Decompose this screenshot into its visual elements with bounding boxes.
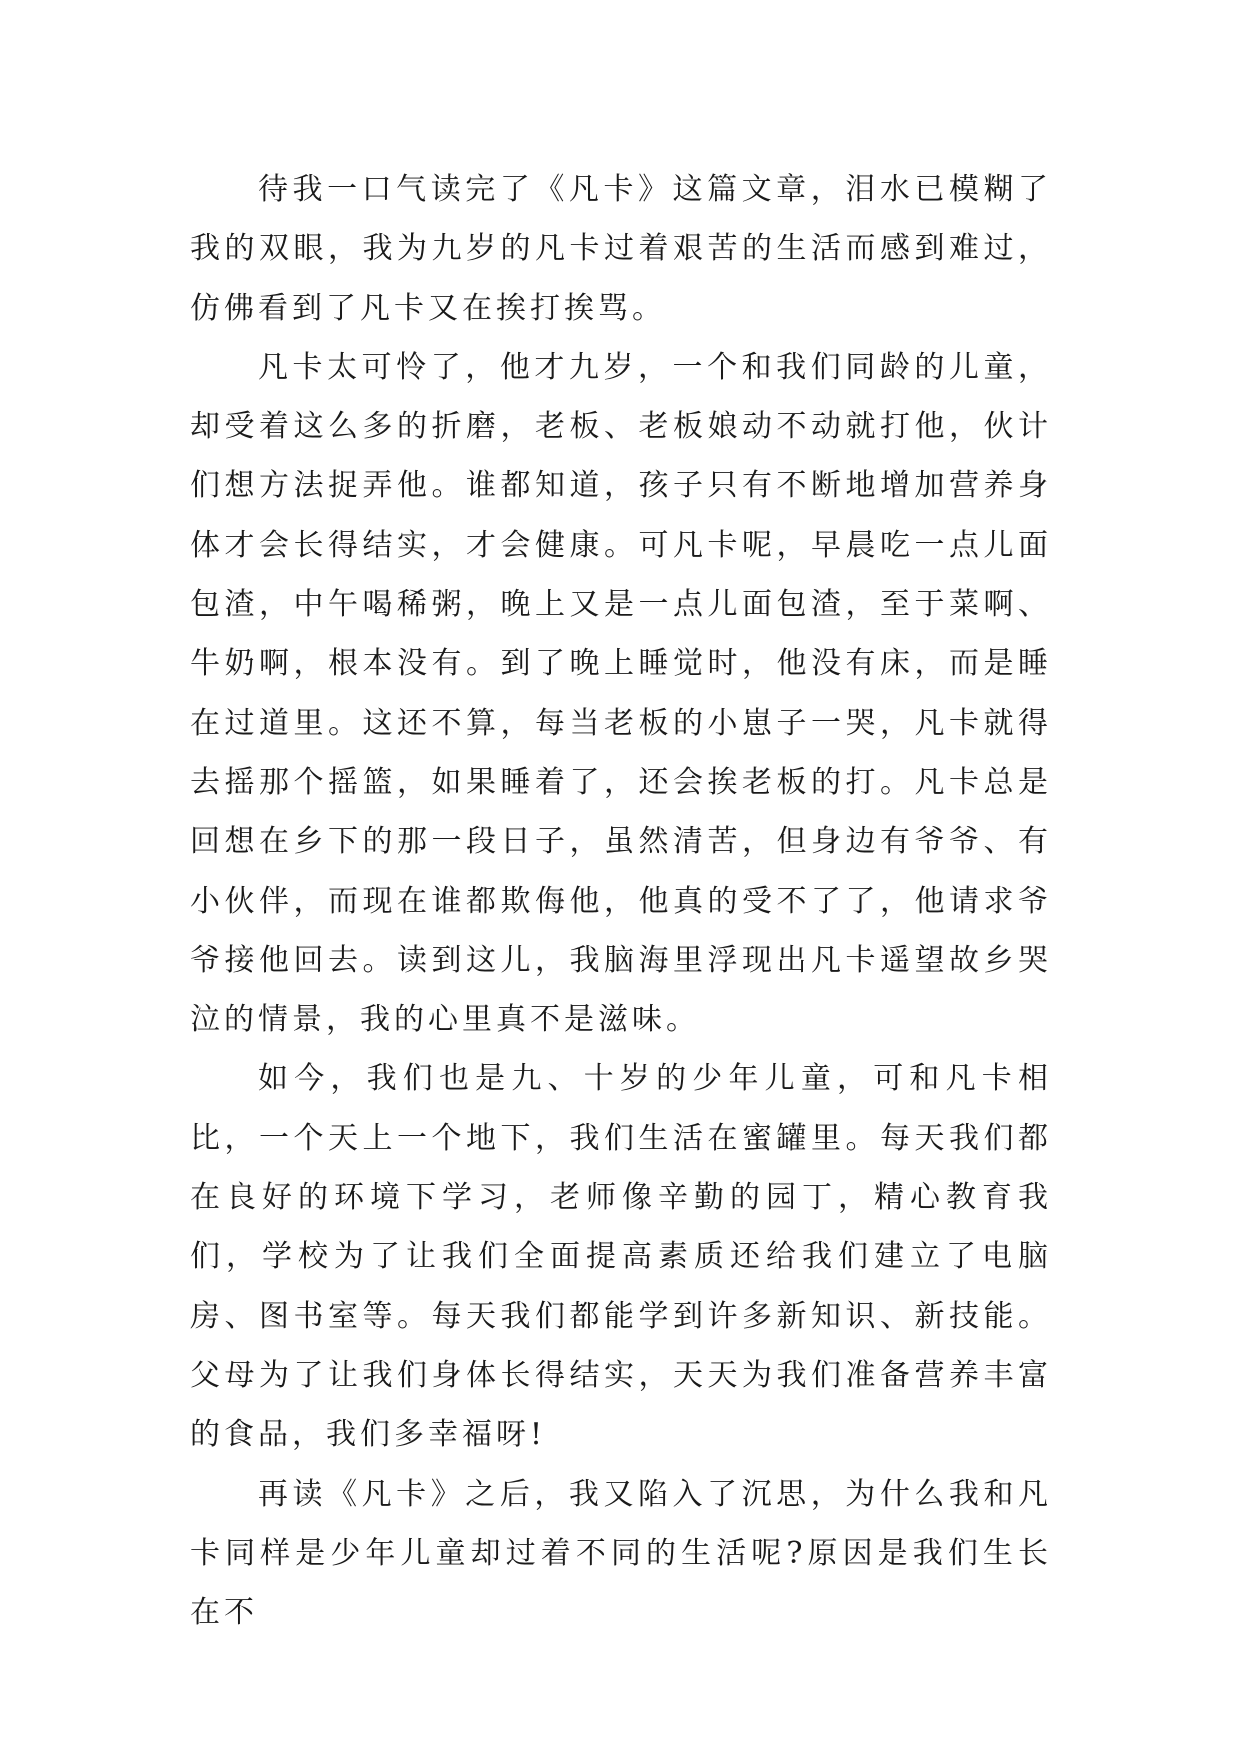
- paragraph-4: 再读《凡卡》之后，我又陷入了沉思，为什么我和凡卡同样是少年儿童却过着不同的生活呢?原因是我们生长在不: [190, 1476, 1052, 1631]
- paragraph-1: 待我一口气读完了《凡卡》这篇文章，泪水已模糊了我的双眼，我为九岁的凡卡过着艰苦的生活而感到难过，仿佛看到了凡卡又在挨打挨骂。: [190, 172, 1052, 326]
- paragraph-2: 凡卡太可怜了，他才九岁，一个和我们同龄的儿童，却受着这么多的折磨，老板、老板娘动不动就打他，伙计们想方法捉弄他。谁都知道，孩子只有不断地增加营养身体才会长得结实，才会健康。可凡卡呢，早晨吃一点儿面包渣，中午喝稀粥，晚上又是一点儿面包渣，至于菜啊、牛奶啊，根本没有。到了晚上睡觉时，他没有床，而是睡在过道里。这还不算，每当老板的小崽子一哭，凡卡就得去摇那个摇篮，如果睡着了，还会挨老板的打。凡卡总是回想在乡下的那一段日子，虽然清苦，但身边有爷爷、有小伙伴，而现在谁都欺侮他，他真的受不了了，他请求爷爷接他回去。读到这儿，我脑海里浮现出凡卡遥望故乡哭泣的情景，我的心里真不是滋味。: [190, 349, 1052, 1038]
- document-body: [190, 160, 1052, 1642]
- paragraph-3: 如今，我们也是九、十岁的少年儿童，可和凡卡相比，一个天上一个地下，我们生活在蜜罐里。每天我们都在良好的环境下学习，老师像辛勤的园丁，精心教育我们，学校为了让我们全面提高素质还给我们建立了电脑房、图书室等。每天我们都能学到许多新知识、新技能。父母为了让我们身体长得结实，天天为我们准备营养丰富的食品，我们多幸福呀!: [190, 1061, 1052, 1453]
